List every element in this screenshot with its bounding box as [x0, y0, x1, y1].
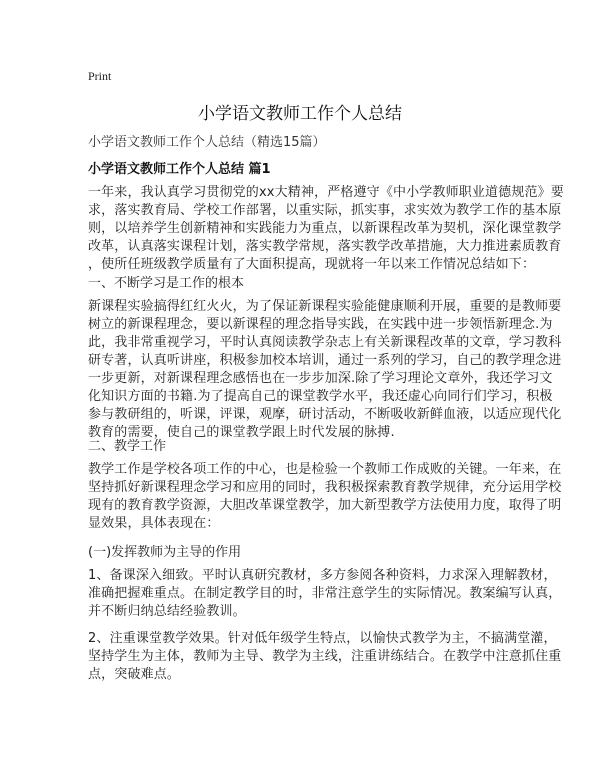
document-subtitle: 小学语文教师工作个人总结（精选15篇）	[88, 135, 326, 150]
paragraph-line: 新课程实验搞得红红火火，为了保证新课程实验能健康顺利开展，重要的是教师要	[88, 299, 562, 314]
paragraph-line: 坚持学生为主体，教师为主导、教学为主线，注重讲练结合。在教学中注意抓住重	[88, 649, 562, 664]
intro-paragraph	[88, 184, 564, 274]
section2-paragraph	[88, 461, 561, 533]
paragraph-line: 研专著，认真听讲座，积极参加校本培训，通过一系列的学习，自己的教学理念进	[88, 353, 562, 368]
paragraph-line: 并不断归纳总结经验教训。	[88, 604, 246, 619]
paragraph-line: 现有的教育教学资源，大胆改革课堂教学，加大新型教学方法使用力度，取得了明	[88, 498, 562, 513]
page-title: 小学语文教师工作个人总结	[198, 104, 402, 124]
paragraph-line: ，使所任班级教学质量有了大面积提高，现就将一年以来工作情况总结如下：	[88, 257, 536, 272]
paragraph-line: 参与教研组的，听课，评课，观摩，研讨活动，不断吸收新鲜血液，以适应现代化	[88, 407, 562, 422]
paragraph-line: 点，突破难点。	[88, 667, 181, 682]
paragraph-line: 显效果，具体表现在：	[88, 516, 220, 531]
paragraph-line: 一步更新，对新课程理念感悟也在一步步加深.除了学习理论文章外，我还学习文	[88, 371, 553, 386]
article-heading: 小学语文教师工作个人总结 篇1	[88, 162, 271, 177]
paragraph-line: 改革，认真落实课程计划，落实教学常规，落实教学改革措施，大力推进素质教育	[88, 239, 562, 254]
item1-paragraph	[88, 567, 561, 621]
item2-paragraph	[88, 630, 561, 684]
subsection-heading-teacher-role: (一)发挥教师为主导的作用	[88, 545, 242, 560]
print-link[interactable]: Print	[88, 69, 112, 83]
paragraph-line: 教育的需要，使自己的课堂教学跟上时代发展的脉搏.	[88, 425, 395, 440]
paragraph-line: 准确把握难重点。在制定教学目的时，非常注意学生的实际情况。教案编写认真，	[88, 586, 562, 601]
section-heading-teaching: 二、教学工作	[88, 439, 167, 454]
paragraph-line: 此，我非常重视学习，平时认真阅读教学杂志上有关新课程改革的文章，学习教科	[88, 335, 562, 350]
paragraph-line: 2、注重课堂教学效果。针对低年级学生特点，以愉快式教学为主，不搞满堂灌，	[88, 631, 557, 646]
paragraph-line: 教学工作是学校各项工作的中心，也是检验一个教师工作成败的关键。一年来，在	[88, 462, 562, 477]
paragraph-line: 求，落实教育局、学校工作部署，以重实际，抓实事，求实效为教学工作的基本原	[88, 203, 562, 218]
section1-paragraph	[88, 298, 561, 442]
paragraph-line: 一年来，我认真学习贯彻党的xx大精神，严格遵守《中小学教师职业道德规范》要	[88, 185, 564, 200]
paragraph-line: 则，以培养学生创新精神和实践能力为重点，以新课程改革为契机，深化课堂教学	[88, 221, 562, 236]
paragraph-line: 化知识方面的书籍.为了提高自己的课堂教学水平，我还虚心向同行们学习，积极	[88, 389, 553, 404]
paragraph-line: 树立的新课程理念，要以新课程的理念指导实践，在实践中进一步领悟新理念.为	[88, 317, 553, 332]
section-heading-learning: 一、不断学习是工作的根本	[88, 276, 245, 291]
paragraph-line: 1、备课深入细致。平时认真研究教材，多方参阅各种资料，力求深入理解教材，	[88, 568, 557, 583]
paragraph-line: 坚持抓好新课程理念学习和应用的同时，我积极探索教育教学规律，充分运用学校	[88, 480, 562, 495]
